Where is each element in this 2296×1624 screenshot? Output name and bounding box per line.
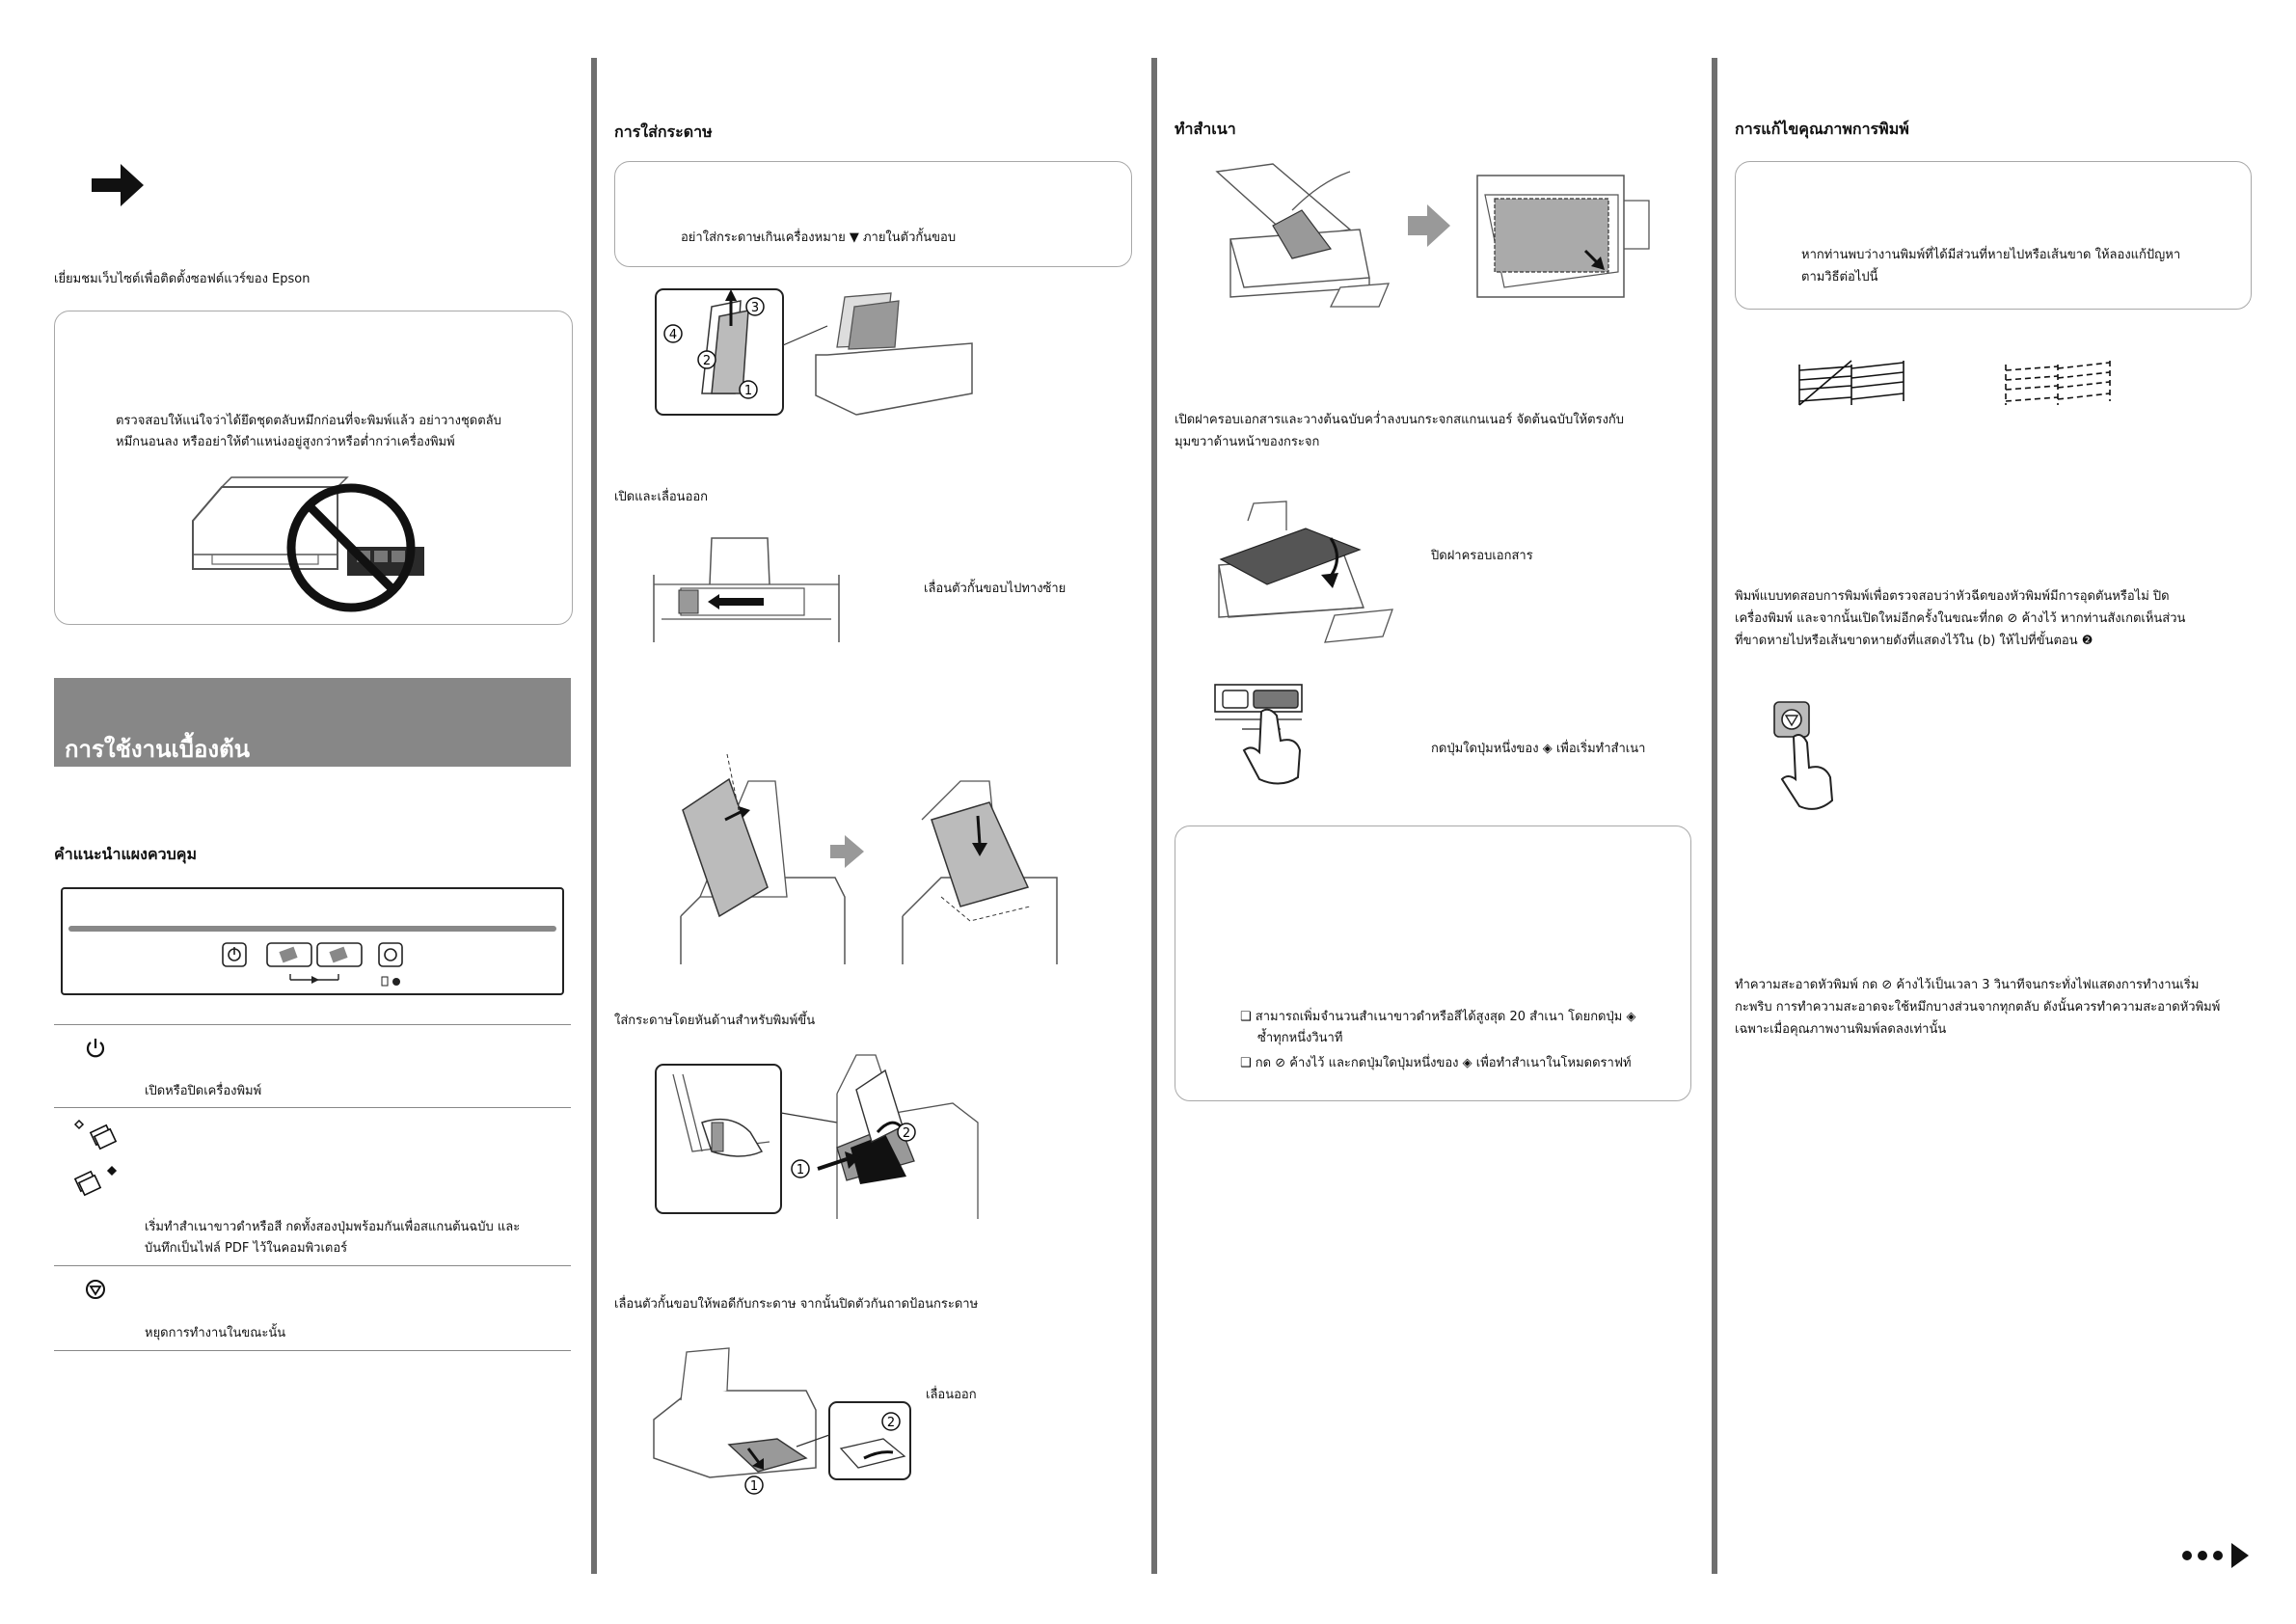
adjust-guide-illustration (654, 1055, 978, 1219)
close-cover-illustration (1209, 501, 1402, 646)
stop-button-desc: หยุดการทำงานในขณะนั้น (145, 1326, 286, 1340)
svg-text:1: 1 (749, 1479, 759, 1494)
load-paper-illustration (671, 752, 1057, 964)
copy-tip-1b: ซ้ำทุกหนึ่งวินาที (1257, 1031, 1343, 1045)
caution-text-2: หมึกนอนลง หรืออย่าให้ตำแหน่งอยู่สูงกว่าหรือต่ำกว่าเครื่องพิมพ์ (116, 435, 455, 449)
step-slideout: เลื่อนออก (926, 1388, 977, 1402)
nozzle-check-2: เครื่องพิมพ์ และจากนั้นเปิดใหม่อีกครั้งในขณะที่กด ⊘ ค้างไว้ หากท่านสังเกตเห็นส่วน (1735, 611, 2186, 626)
head-clean-2: กะพริบ การทำความสะอาดจะใช้หมึกบางส่วนจากทุกตลับ ดังนั้นควรทำความสะอาดหัวพิมพ์ (1735, 1000, 2221, 1015)
copy-tip-1a: ❑ สามารถเพิ่มจำนวนสำเนาขาวดำหรือสีได้สูงสุด 20 สำเนา โดยกดปุ่ม ◈ (1240, 1010, 1636, 1024)
svg-text:1: 1 (743, 384, 753, 398)
svg-text:4: 4 (668, 328, 678, 342)
section-banner-title: การใช้งานเบื้องต้น (65, 736, 251, 763)
button-table-rule-2 (54, 1107, 571, 1108)
head-clean-3: เฉพาะเมื่อคุณภาพงานพิมพ์ลดลงเท่านั้น (1735, 1022, 1947, 1037)
panel-guide-heading: คำแนะนำแผงควบคุม (54, 845, 198, 863)
copy-buttons-desc-2: บันทึกเป็นไฟล์ PDF ไว้ในคอมพิวเตอร์ (145, 1241, 348, 1256)
column-divider-1 (591, 58, 597, 1574)
print-quality-note-2: ตามวิธีต่อไปนี้ (1801, 270, 1878, 284)
print-quality-heading: การแก้ไขคุณภาพการพิมพ์ (1735, 120, 1909, 138)
copy-heading: ทำสำเนา (1175, 120, 1236, 138)
load-paper-note: อย่าใส่กระดาษเกินเครื่องหมาย ▼ ภายในตัวกั้นขอบ (681, 230, 957, 245)
svg-text:2: 2 (702, 354, 712, 368)
nozzle-pattern-bad (2004, 359, 2112, 409)
step-load: ใส่กระดาษโดยหันด้านสำหรับพิมพ์ขึ้น (614, 1014, 816, 1028)
bw-copy-icon (73, 1165, 122, 1196)
head-clean-1: ทำความสะอาดหัวพิมพ์ กด ⊘ ค้างไว้เป็นเวลา 3 วินาทีจนกระทั่งไฟแสดงการทำงานเริ่ม (1735, 978, 2200, 992)
load-paper-heading: การใส่กระดาษ (614, 122, 713, 141)
press-stop-button-illustration (1772, 700, 1844, 816)
press-copy-button-illustration (1213, 683, 1329, 789)
svg-text:3: 3 (750, 301, 760, 315)
output-tray-illustration (652, 1342, 914, 1497)
prohibition-icon (284, 480, 419, 615)
step-slide: เลื่อนตัวกั้นขอบไปทางซ้าย (924, 582, 1067, 596)
button-table-rule-1 (54, 1024, 571, 1025)
power-button-desc: เปิดหรือปิดเครื่องพิมพ์ (145, 1084, 262, 1098)
step-press: กดปุ่มใดปุ่มหนึ่งของ ◈ เพื่อเริ่มทำสำเนา (1431, 742, 1646, 756)
print-quality-note-1: หากท่านพบว่างานพิมพ์ที่ได้มีส่วนที่หายไปหรือเส้นขาด ให้ลองแก้ปัญหา (1801, 248, 2181, 262)
column-divider-3 (1712, 58, 1717, 1574)
nozzle-pattern-good (1797, 359, 1905, 409)
place-original-illustration (1215, 162, 1659, 326)
button-table-rule-3 (54, 1265, 571, 1266)
svg-text:2: 2 (886, 1416, 896, 1430)
nozzle-check-3: ที่ขาดหายไปหรือเส้นขาดหายดังที่แสดงไว้ใน (b) ให้ไปที่ขั้นตอน ❷ (1735, 634, 2093, 648)
svg-text:1: 1 (796, 1163, 805, 1177)
load-paper-note-box (614, 161, 1132, 267)
step-close: ปิดฝาครอบเอกสาร (1431, 549, 1533, 563)
stop-icon (85, 1279, 106, 1300)
arrow-right-icon (92, 162, 149, 208)
step-guide: เลื่อนตัวกั้นขอบให้พอดีกับกระดาษ จากนั้นปิดตัวกันถาดป้อนกระดาษ (614, 1297, 979, 1312)
website-note: เยี่ยมชมเว็บไซต์เพื่อติดตั้งซอฟต์แวร์ของ Epson (54, 272, 311, 286)
slide-guide-illustration (652, 536, 845, 642)
copy-buttons-desc-1: เริ่มทำสำเนาขาวดำหรือสี กดทั้งสองปุ่มพร้อมกันเพื่อสแกนต้นฉบับ และ (145, 1220, 521, 1234)
step-place-1: เปิดฝาครอบเอกสารและวางต้นฉบับคว่ำลงบนกระจกสแกนเนอร์ จัดต้นฉบับให้ตรงกับ (1175, 413, 1625, 427)
power-icon (85, 1038, 106, 1059)
continued-arrow-icon (2181, 1541, 2258, 1570)
copy-tip-2: ❑ กด ⊘ ค้างไว้ และกดปุ่มใดปุ่มหนึ่งของ ◈ เพื่อทำสำเนาในโหมดดราฟท์ (1240, 1056, 1632, 1070)
column-divider-2 (1151, 58, 1157, 1574)
step-place-2: มุมขวาด้านหน้าของกระจก (1175, 435, 1320, 449)
button-table-rule-4 (54, 1350, 571, 1351)
nozzle-check-1: พิมพ์แบบทดสอบการพิมพ์เพื่อตรวจสอบว่าหัวฉีดของหัวพิมพ์มีการอุดตันหรือไม่ ปิด (1735, 589, 2170, 604)
svg-text:2: 2 (902, 1126, 911, 1141)
color-copy-icon (73, 1119, 122, 1150)
open-feeder-illustration (654, 287, 978, 419)
caution-text-1: ตรวจสอบให้แน่ใจว่าได้ยึดชุดตลับหมึกก่อนที่จะพิมพ์แล้ว อย่าวางชุดตลับ (116, 414, 501, 428)
control-panel-diagram (61, 887, 564, 995)
step-open: เปิดและเลื่อนออก (614, 490, 709, 504)
